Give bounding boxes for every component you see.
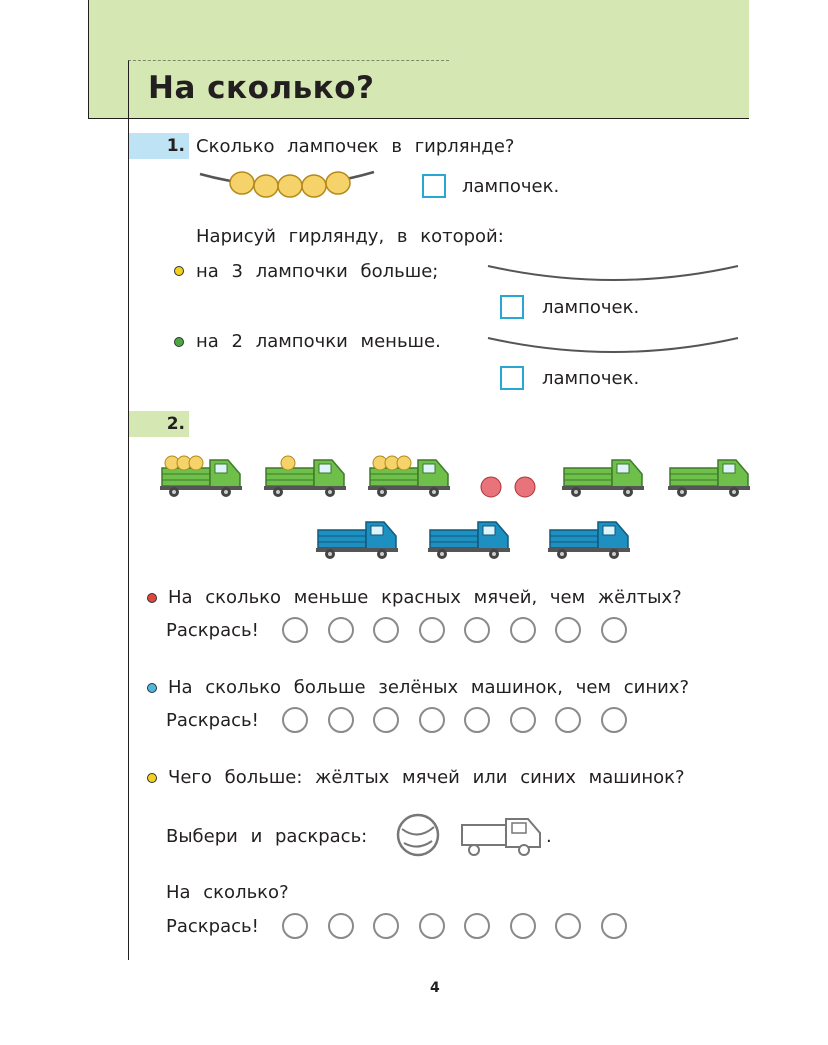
coloring-circle[interactable] bbox=[373, 617, 399, 643]
ball-outline-icon[interactable] bbox=[396, 813, 440, 857]
more-item: на 3 лампочки больше; bbox=[196, 261, 439, 282]
coloring-circle[interactable] bbox=[464, 617, 490, 643]
coloring-circle[interactable] bbox=[282, 707, 308, 733]
red-balls bbox=[480, 476, 540, 498]
coloring-circle[interactable] bbox=[328, 707, 354, 733]
answer-box-more[interactable] bbox=[500, 295, 524, 319]
green-truck-1-with-3-balls bbox=[160, 450, 242, 500]
coloring-circle[interactable] bbox=[419, 707, 445, 733]
garland-bulb bbox=[302, 175, 326, 197]
coloring-circle[interactable] bbox=[373, 913, 399, 939]
answer-label-more: лампочек. bbox=[542, 297, 640, 318]
red-bullet-icon bbox=[147, 593, 157, 603]
blue-bullet-icon bbox=[147, 683, 157, 693]
coloring-circle[interactable] bbox=[419, 617, 445, 643]
garland-bulb bbox=[254, 175, 278, 197]
green-bullet-icon bbox=[174, 337, 184, 347]
draw-line-less bbox=[486, 332, 742, 358]
blue-truck-1 bbox=[316, 512, 398, 562]
coloring-circle[interactable] bbox=[601, 913, 627, 939]
question-green-vs-blue: На сколько больше зелёных машинок, чем синих? bbox=[168, 677, 690, 698]
coloring-circle[interactable] bbox=[510, 913, 536, 939]
coloring-circle[interactable] bbox=[464, 913, 490, 939]
choose-prompt: Выбери и раскрась: bbox=[166, 826, 368, 847]
yellow-bullet-icon bbox=[174, 266, 184, 276]
coloring-circle[interactable] bbox=[282, 617, 308, 643]
coloring-circle[interactable] bbox=[510, 707, 536, 733]
answer-label-garland: лампочек. bbox=[462, 176, 560, 197]
garland-bulb bbox=[278, 175, 302, 197]
coloring-circle[interactable] bbox=[555, 617, 581, 643]
question-balls-vs-trucks: Чего больше: жёлтых мячей или синих машинок? bbox=[168, 767, 685, 788]
answer-box-garland[interactable] bbox=[422, 174, 446, 198]
page-title: На сколько? bbox=[148, 70, 375, 106]
red-ball-2 bbox=[515, 477, 535, 497]
less-item: на 2 лампочки меньше. bbox=[196, 331, 441, 352]
page-number: 4 bbox=[430, 980, 440, 996]
draw-prompt: Нарисуй гирлянду, в которой: bbox=[196, 226, 504, 247]
green-truck-5 bbox=[668, 450, 750, 500]
answer-label-less: лампочек. bbox=[542, 368, 640, 389]
green-truck-4 bbox=[562, 450, 644, 500]
question-how-many: На сколько? bbox=[166, 882, 289, 903]
answer-box-less[interactable] bbox=[500, 366, 524, 390]
garland-illustration bbox=[196, 166, 386, 206]
green-truck-3-with-3-balls bbox=[368, 450, 450, 500]
margin-line bbox=[128, 118, 129, 960]
coloring-circle[interactable] bbox=[555, 707, 581, 733]
green-truck-2-with-1-ball bbox=[264, 450, 346, 500]
coloring-circle[interactable] bbox=[510, 617, 536, 643]
coloring-circle[interactable] bbox=[419, 913, 445, 939]
color-action-1: Раскрась! bbox=[166, 620, 259, 641]
garland-bulb bbox=[230, 172, 254, 194]
coloring-circle[interactable] bbox=[464, 707, 490, 733]
color-action-3: Раскрась! bbox=[166, 916, 259, 937]
coloring-circle[interactable] bbox=[601, 707, 627, 733]
blue-truck-3 bbox=[548, 512, 630, 562]
task2-number: 2. bbox=[129, 411, 189, 437]
task1-number: 1. bbox=[129, 133, 189, 159]
coloring-circle[interactable] bbox=[282, 913, 308, 939]
yellow-bullet-icon-2 bbox=[147, 773, 157, 783]
coloring-circle[interactable] bbox=[328, 913, 354, 939]
choose-end: . bbox=[546, 826, 552, 847]
blue-truck-2 bbox=[428, 512, 510, 562]
truck-outline-icon[interactable] bbox=[458, 815, 544, 859]
draw-line-more bbox=[486, 260, 742, 286]
question-red-vs-yellow: На сколько меньше красных мячей, чем жёлтых? bbox=[168, 587, 682, 608]
coloring-circle[interactable] bbox=[328, 617, 354, 643]
coloring-circle[interactable] bbox=[373, 707, 399, 733]
coloring-circle[interactable] bbox=[555, 913, 581, 939]
color-action-2: Раскрась! bbox=[166, 710, 259, 731]
coloring-circle[interactable] bbox=[601, 617, 627, 643]
red-ball-1 bbox=[481, 477, 501, 497]
task1-question: Сколько лампочек в гирлянде? bbox=[196, 136, 515, 157]
garland-bulb bbox=[326, 172, 350, 194]
